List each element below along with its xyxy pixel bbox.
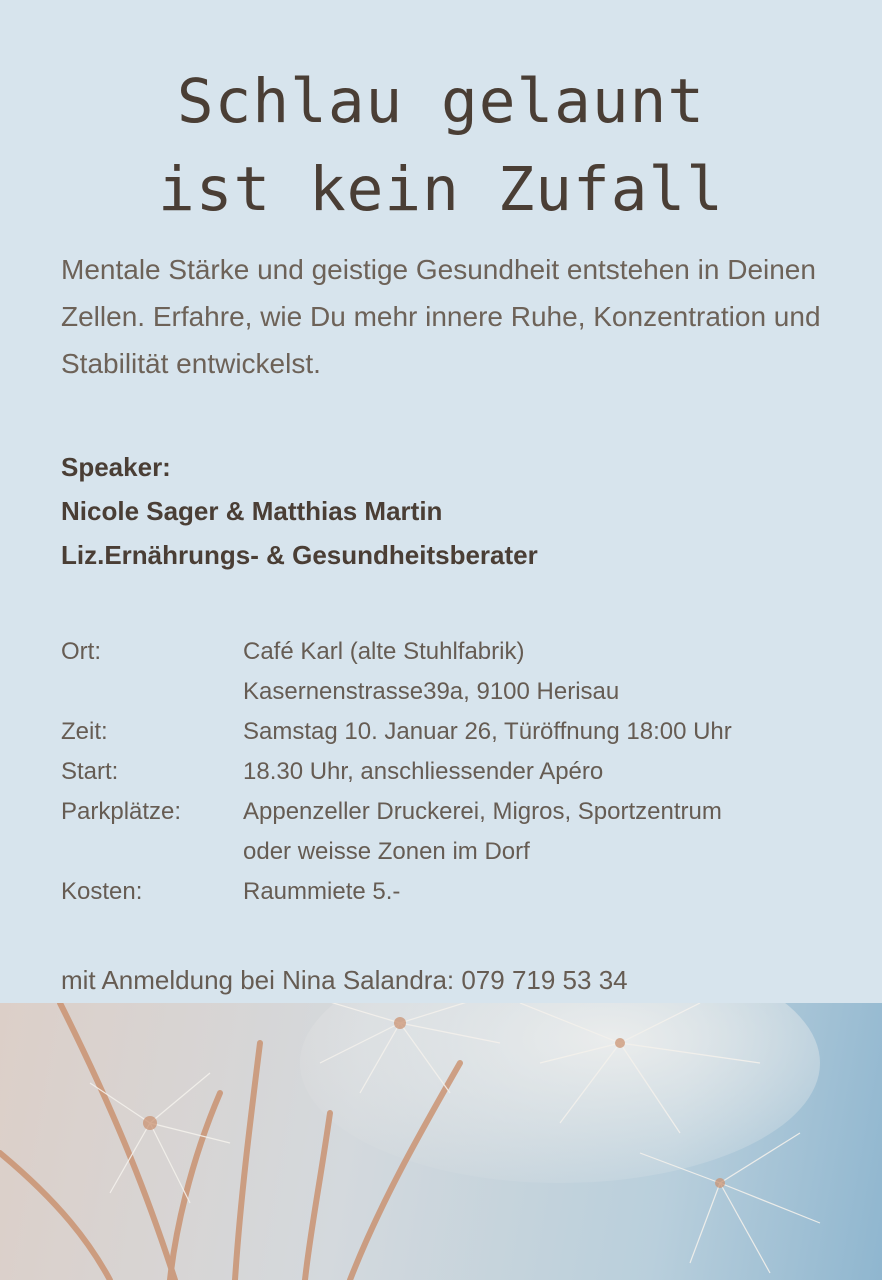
detail-label-zeit: Zeit: bbox=[61, 718, 108, 745]
detail-value-zeit: Samstag 10. Januar 26, Türöffnung 18:00 Uhr bbox=[243, 718, 732, 745]
flyer-title bbox=[0, 58, 882, 234]
detail-label-empty bbox=[61, 832, 243, 872]
detail-label-parkplaetze: Parkplätze: bbox=[61, 798, 182, 825]
detail-row-parkplaetze-2 bbox=[61, 832, 732, 872]
detail-label-start: Start: bbox=[61, 758, 119, 785]
detail-row-ort bbox=[61, 632, 732, 672]
speaker-block bbox=[61, 445, 851, 577]
detail-value-start: 18.30 Uhr, anschliessender Apéro bbox=[243, 758, 604, 785]
speaker-heading: Speaker: bbox=[61, 452, 171, 482]
dandelion-photo bbox=[0, 1003, 882, 1280]
intro-text: Mentale Stärke und geistige Gesundheit entstehen in Deinen Zellen. Erfahre, wie Du mehr innere Ruhe, Konzentration und Stabilität entwickelst. bbox=[61, 254, 821, 379]
speaker-names: Nicole Sager & Matthias Martin bbox=[61, 496, 443, 526]
signup-contact: mit Anmeldung bei Nina Salandra: 079 719 53 34 bbox=[61, 965, 628, 995]
event-details bbox=[61, 632, 732, 912]
title-line-1: Schlau gelaunt bbox=[176, 66, 706, 137]
detail-value-parkplaetze-2: oder weisse Zonen im Dorf bbox=[243, 838, 530, 865]
detail-label-empty bbox=[61, 672, 243, 712]
detail-value-address: Kasernenstrasse39a, 9100 Herisau bbox=[243, 678, 620, 705]
detail-value-kosten: Raummiete 5.- bbox=[243, 878, 401, 905]
detail-label-kosten: Kosten: bbox=[61, 878, 143, 905]
detail-row-start bbox=[61, 752, 732, 792]
detail-row-zeit bbox=[61, 712, 732, 752]
detail-row-address bbox=[61, 672, 732, 712]
detail-value-ort: Café Karl (alte Stuhlfabrik) bbox=[243, 638, 525, 665]
detail-row-kosten bbox=[61, 872, 732, 912]
title-line-2: ist kein Zufall bbox=[158, 154, 724, 225]
detail-value-parkplaetze: Appenzeller Druckerei, Migros, Sportzentrum bbox=[243, 798, 722, 825]
speaker-role: Liz.Ernährungs- & Gesundheitsberater bbox=[61, 540, 538, 570]
detail-row-parkplaetze bbox=[61, 792, 732, 832]
dandelion-illustration bbox=[0, 1003, 882, 1280]
detail-label-ort: Ort: bbox=[61, 638, 101, 665]
